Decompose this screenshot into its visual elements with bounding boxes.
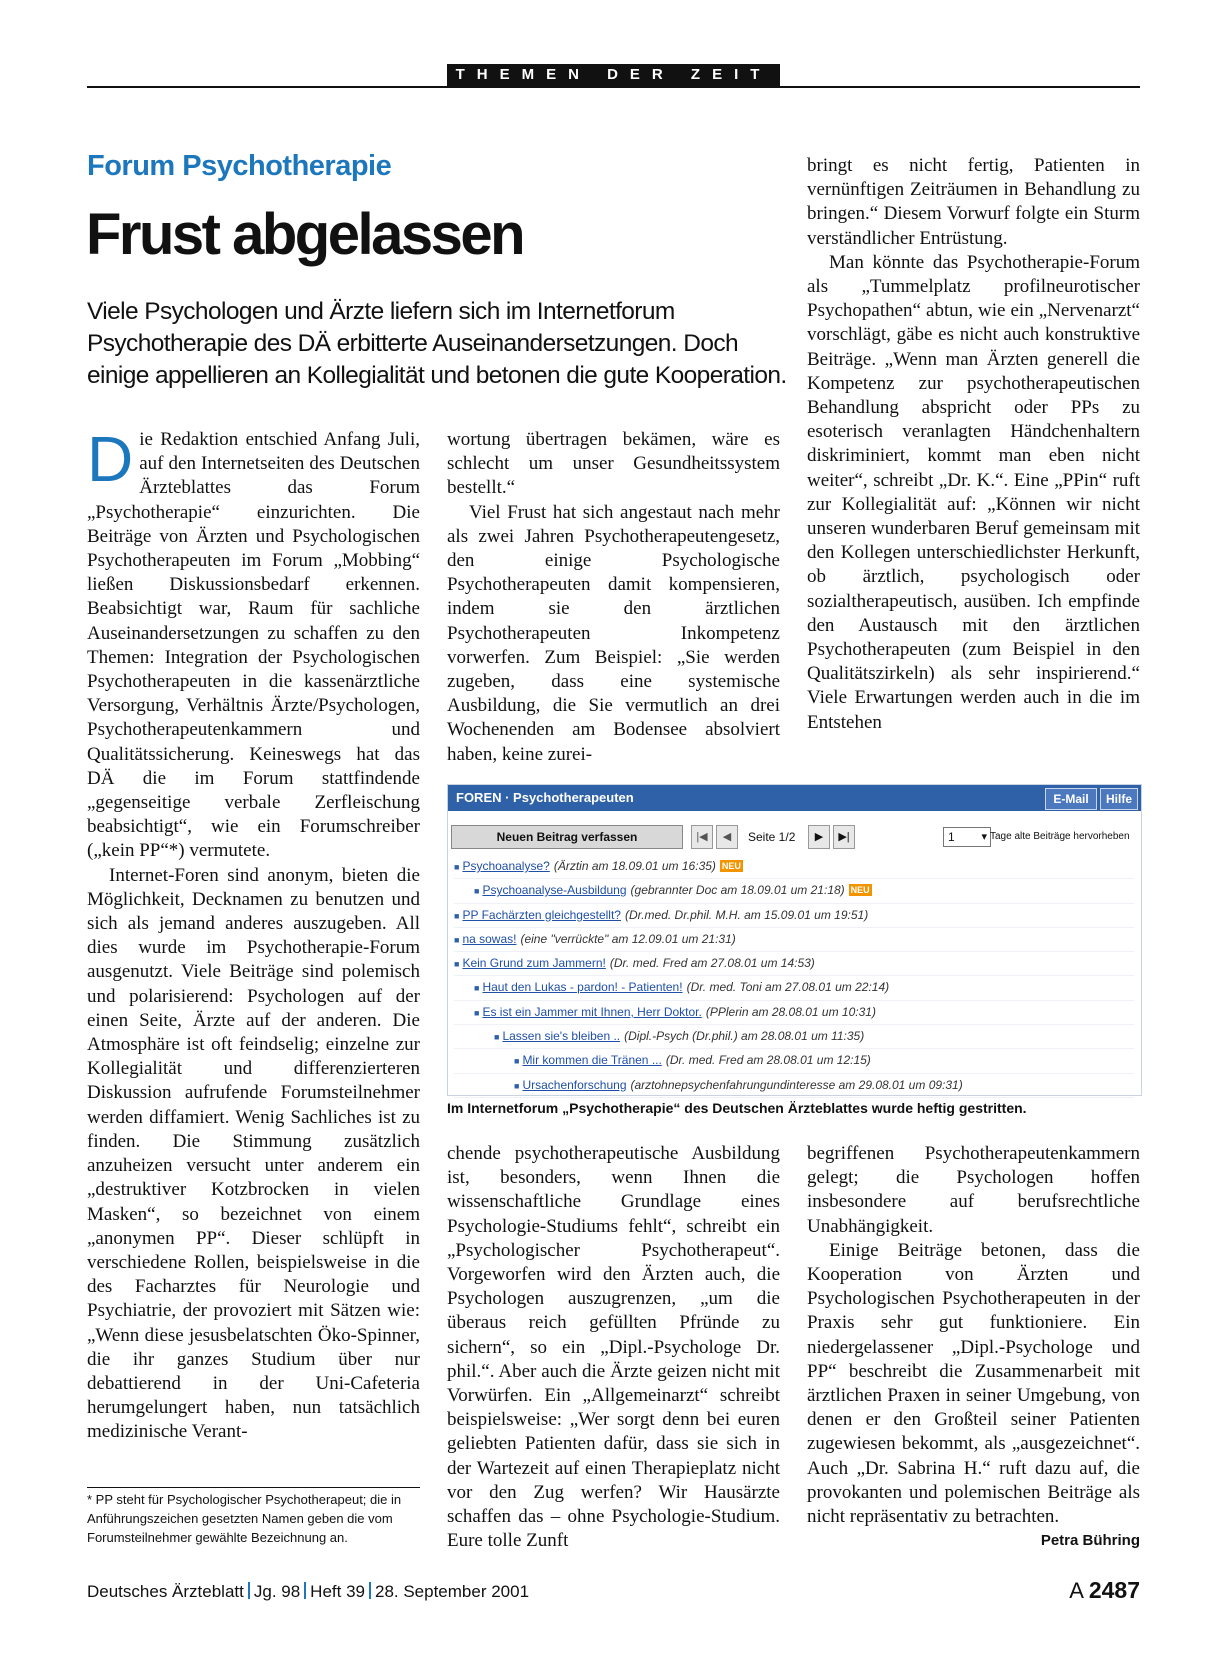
new-badge: NEU bbox=[850, 885, 870, 896]
days-label: Tage alte Beiträge hervorheben bbox=[990, 831, 1130, 842]
thread-row bbox=[454, 1074, 1134, 1098]
new-badge: NEU bbox=[721, 861, 741, 871]
new-post-button[interactable]: Neuen Beitrag verfassen bbox=[451, 825, 683, 849]
paragraph: chende psychotherapeutische Ausbildung ist, besonders, wenn Ihnen die wissenschaftliche Grundlage eines Psychologie-Studiums fehlt“, schreibt ein „Psychologischer Psychotherapeut“. Vorgeworfen wird den Ärzten auch, die Psychologen auszugrenzen, „um die überaus reich gefüllten Pfründe zu sichern“, so ein „Dipl.-Psychologe Dr. phil.“. Aber auch die Ärzte geizen nicht mit Vorwürfen. Ein „Allgemeinarzt“ schreibt beispielsweise: „Wer sorgt denn bei euren geliebten Patienten dafür, dass sie sich in der Wartezeit auf einen Therapieplatz nicht vor den Zug werfen? Wir Hausärzte schaffen das – ohne Psychologie-Studium. Eure tolle Zunft bbox=[447, 1143, 780, 1552]
bullet-icon: ■ bbox=[494, 1032, 500, 1043]
figure-caption: Im Internetforum „Psychotherapie“ des Deutschen Ärzteblattes wurde heftig gestritten. bbox=[447, 1100, 1027, 1116]
section-label: THEMEN DER ZEIT bbox=[447, 64, 780, 86]
thread-row bbox=[454, 879, 1134, 903]
help-button[interactable]: Hilfe bbox=[1100, 788, 1138, 810]
bullet-icon: ■ bbox=[474, 1007, 480, 1018]
thread-link[interactable]: Mir kommen die Tränen ... bbox=[522, 1053, 662, 1068]
thread-meta: (Dr. med. Toni am 27.08.01 um 22:14) bbox=[686, 980, 890, 995]
thread-row bbox=[454, 1049, 1134, 1073]
thread-link[interactable]: Psychoanalyse-Ausbildung bbox=[482, 883, 627, 898]
thread-row bbox=[454, 904, 1134, 928]
thread-row bbox=[454, 1025, 1134, 1049]
thread-link[interactable]: Es ist ein Jammer mit Ihnen, Herr Doktor. bbox=[482, 1004, 702, 1019]
thread-meta: (gebrannter Doc am 18.09.01 um 21:18) bbox=[630, 883, 845, 898]
thread-meta: (Dr. med. Fred am 27.08.01 um 14:53) bbox=[609, 956, 815, 971]
thread-list bbox=[454, 855, 1134, 1098]
thread-meta: (Dipl.-Psych (Dr.phil.) am 28.08.01 um 11:35) bbox=[624, 1029, 865, 1044]
paragraph: bringt es nicht fertig, Patienten in vernünftigen Zeiträumen in Behandlung zu bringen.“ Diesem Vorwurf folgte ein Sturm verständlicher Entrüstung. bbox=[807, 155, 1140, 249]
bullet-icon: ■ bbox=[474, 886, 480, 897]
thread-row bbox=[454, 855, 1134, 879]
column-3-top bbox=[807, 154, 1140, 735]
bullet-icon: ■ bbox=[514, 1056, 520, 1067]
kicker: Forum Psychotherapie bbox=[87, 150, 392, 182]
thread-row bbox=[454, 952, 1134, 976]
lead-paragraph: Viele Psychologen und Ärzte liefern sich im Internetforum Psychotherapie des DÄ erbitterte Auseinandersetzungen. Doch einige appellieren an Kollegialität und betonen die gute Kooperation. bbox=[87, 298, 787, 389]
journal-name: Deutsches Ärzteblatt bbox=[87, 1582, 244, 1601]
next-page-icon[interactable]: ▶ bbox=[808, 825, 830, 849]
bullet-icon: ■ bbox=[454, 862, 460, 872]
thread-meta: (Dr. med. Fred am 28.08.01 um 12:15) bbox=[665, 1053, 871, 1068]
headline: Frust abgelassen bbox=[86, 202, 524, 267]
page-indicator: Seite 1/2 bbox=[748, 830, 796, 844]
thread-link[interactable]: PP Fachärzten gleichgestellt? bbox=[462, 907, 621, 922]
thread-link[interactable]: Lassen sie's bleiben .. bbox=[502, 1029, 621, 1044]
thread-link[interactable]: Ursachenforschung bbox=[522, 1077, 627, 1092]
bullet-icon: ■ bbox=[454, 959, 460, 970]
thread-link[interactable]: na sowas! bbox=[462, 931, 517, 946]
paragraph: Man könnte das Psychotherapie-Forum als „Tummelplatz profilneurotischer Psychopathen“ abtun, wie ein „Nervenarzt“ vorschlägt, gäbe es nicht auch konstruktive Beiträge. „Wenn man Ärzten generell die Kompetenz zur psychotherapeutischen Behandlung abspricht oder PPs zu esoterisch veranlagten Händchenhaltern diskriminiert, kommt man eben nicht weiter“, schreibt „Dr. K.“. Eine „PPin“ ruft zur Kollegialität auf: „Können wir nicht unseren wunderbaren Beruf gemeinsam mit den Kollegen unterschiedlichster Herkunft, ob ärztlich, psychologisch oder sozialtherapeutisch, ausüben. Ich empfinde den Austausch mit den ärztlichen Psychotherapeuten (zum Beispiel in den Qualitätszirkeln) als sehr inspirierend.“ Viele Erwartungen werden auch in die im Entstehen bbox=[807, 251, 1140, 733]
email-button[interactable]: E-Mail bbox=[1045, 788, 1097, 810]
author: Petra Bühring bbox=[1040, 1532, 1140, 1550]
thread-meta: (arztohnepsychenfahrungundinteresse am 29.08.01 um 09:31) bbox=[630, 1077, 963, 1092]
header-rule bbox=[87, 86, 1140, 88]
paragraph: wortung übertragen bekämen, wäre es schlecht um unser Gesundheitssystem bestellt.“ bbox=[447, 429, 780, 499]
thread-link[interactable]: Haut den Lukas - pardon! - Patienten! bbox=[482, 980, 683, 995]
paragraph: begriffenen Psychotherapeutenkammern gelegt; die Psychologen hoffen insbesondere auf berufsrechtliche Unabhängigkeit. bbox=[807, 1143, 1140, 1237]
bullet-icon: ■ bbox=[454, 910, 460, 921]
thread-meta: (PPlerin am 28.08.01 um 10:31) bbox=[705, 1004, 876, 1019]
issue: Heft 39 bbox=[310, 1582, 365, 1601]
date: 28. September 2001 bbox=[374, 1582, 530, 1601]
footnote: * PP steht für Psychologischer Psychotherapeut; die in Anführungszeichen gesetzten Namen geben die vom Forumsteilnehmer gewählte Bezeichnung an. bbox=[87, 1492, 402, 1545]
forum-toolbar bbox=[448, 821, 1141, 851]
thread-row bbox=[454, 1001, 1134, 1025]
paragraph: Die Redaktion entschied Anfang Juli, auf den Internetseiten des Deutschen Ärzteblattes das Forum „Psychotherapie“ einzurichten. Die Beiträge von Ärzten und Psychologischen Psychotherapeuten im Forum „Mobbing“ ließen Diskussionsbedarf erkennen. Beabsichtigt war, Raum für sachliche Auseinandersetzungen zu schaffen zu den Themen: Integration der Psychologischen Psychotherapeuten in die kassenärztliche Versorgung, Verhältnis Ärzte/Psychologen, Psychotherapeutenkammern und Qualitätssicherung. Keineswegs hat das DÄ die im Forum stattfindende „gegenseitige verbale Zerfleischung beabsichtigt“, wie ein Forumschreiber („kein PP“*) vermutete. bbox=[87, 423, 420, 862]
volume: Jg. 98 bbox=[253, 1582, 301, 1601]
column-3-bottom bbox=[807, 1142, 1140, 1553]
thread-row bbox=[454, 928, 1134, 952]
first-page-icon[interactable]: |◀ bbox=[691, 825, 713, 849]
column-2-bottom bbox=[447, 1142, 780, 1553]
days-select[interactable]: 1 ▾ bbox=[943, 827, 991, 847]
thread-meta: (Dr.med. Dr.phil. M.H. am 15.09.01 um 19:51) bbox=[624, 907, 869, 922]
bullet-icon: ■ bbox=[514, 1080, 520, 1091]
thread-link[interactable]: Kein Grund zum Jammern! bbox=[462, 956, 606, 971]
prev-page-icon[interactable]: ◀ bbox=[716, 825, 738, 849]
thread-meta: (Ärztin am 18.09.01 um 16:35) bbox=[553, 859, 716, 873]
paragraph: Viel Frust hat sich angestaut nach mehr als zwei Jahren Psychotherapeutengesetz, den einige Psychologische Psychotherapeuten damit kompensieren, indem sie den ärztlichen Psychotherapeuten Inkompetenz vorwerfen. Zum Beispiel: „Sie werden zugeben, dass eine systemische Ausbildung, die Sie vermutlich an drei Wochenenden am Bodensee absolviert haben, keine zurei- bbox=[447, 501, 780, 765]
page-footer bbox=[87, 1582, 529, 1602]
dropcap: D bbox=[87, 423, 134, 495]
thread-meta: (eine "verrückte" am 12.09.01 um 21:31) bbox=[520, 931, 736, 946]
column-2-top bbox=[447, 428, 780, 767]
bullet-icon: ■ bbox=[474, 983, 480, 994]
thread-row bbox=[454, 976, 1134, 1000]
paragraph: Internet-Foren sind anonym, bieten die Möglichkeit, Decknamen zu benutzen und sich als jemand anderes auszugeben. All dies wurde im Psychotherapie-Forum ausgenutzt. Viele Beiträge sind polemisch und polarisierend: Psychologen auf der einen Seite, Ärzte auf der anderen. Die Atmosphäre ist oft feindselig; einzelne zur Kollegialität und differenzierteren Diskussion aufrufende Forumsteilnehmer werden diffamiert. Wenig Sachliches ist zu finden. Die Stimmung zusätzlich anzuheizen versucht unter anderem ein „destruktiver Kotzbrocken in vielen Masken“, so bezeichnet von einem „anonymen PP“. Dieser schlüpft in verschiedene Rollen, beispielsweise in die des Facharztes für Neurologie und Psychiatrie, der provoziert mit Sätzen wie: „Wenn diese jesusbelatschten Öko-Spinner, die ihr ganzes Studium über nur debattierend in der Uni-Cafeteria herumgelungert haben, nun tatsächlich medizinische Verant- bbox=[87, 864, 420, 1443]
page-number: A 2487 bbox=[1069, 1577, 1140, 1603]
bullet-icon: ■ bbox=[454, 934, 460, 945]
paragraph: Einige Beiträge betonen, dass die Kooperation von Ärzten und Psychologischen Psychotherapeuten in der Praxis sehr gut funktioniere. Ein niedergelassener „Dipl.-Psychologe und PP“ beschreibt die Zusammenarbeit mit ärztlichen Praxen in seiner Umgebung, von denen er den Großteil seiner Patienten zugewiesen bekommt, als „ausgezeichnet“. Auch „Dr. Sabrina H.“ ruft dazu auf, die provokanten und polemischen Beiträge als nicht repräsentativ zu betrachten. Petra Bühring bbox=[807, 1239, 1140, 1529]
forum-title-bar bbox=[448, 785, 1141, 811]
footnote-rule bbox=[87, 1487, 420, 1488]
thread-link[interactable]: Psychoanalyse? bbox=[462, 859, 550, 873]
forum-title: FOREN · Psychotherapeuten bbox=[456, 790, 634, 805]
column-1 bbox=[87, 423, 420, 1445]
last-page-icon[interactable]: ▶| bbox=[833, 825, 855, 849]
forum-screenshot bbox=[447, 784, 1142, 1096]
